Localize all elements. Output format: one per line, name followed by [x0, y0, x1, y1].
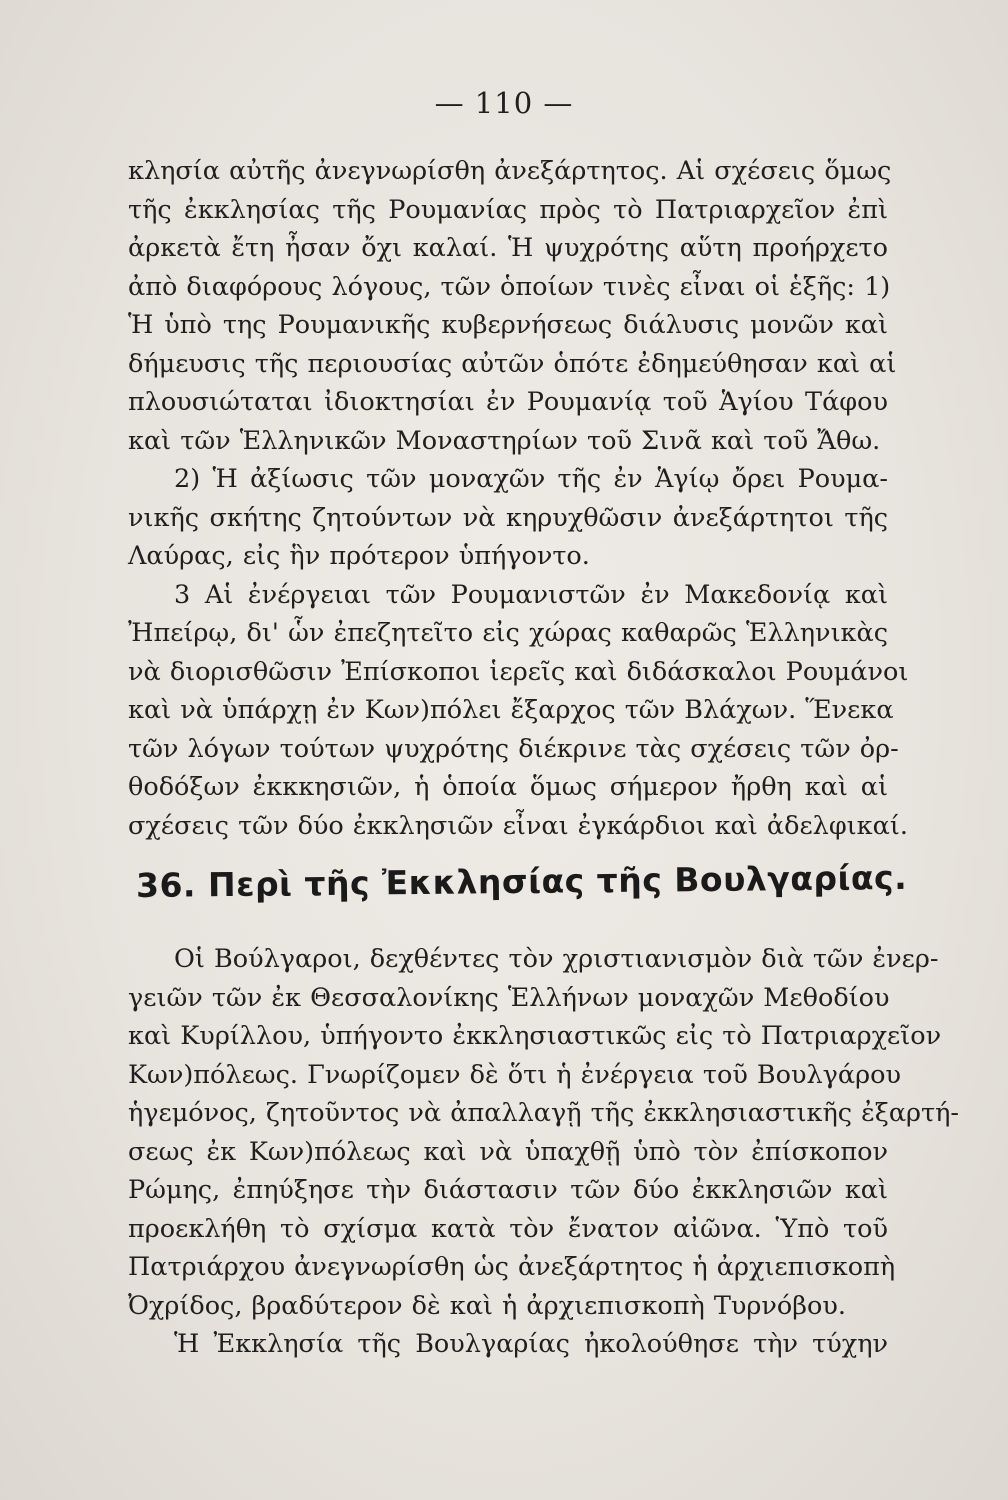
- text-line: Ἡ ὑπὸ της Ρουμανικῆς κυβερνήσεως διάλυσις μονῶν καὶ: [128, 310, 888, 340]
- text-line: θοδόξων ἐκκκησιῶν, ἡ ὁποία ὅμως σήμερον ἤρθη καὶ αἱ: [128, 772, 888, 802]
- text-line: ἀρκετὰ ἔτη ἦσαν ὄχι καλαί. Ἡ ψυχρότης αὕτη προήρχετο: [128, 233, 888, 263]
- text-line: Ὀχρίδος, βραδύτερον δὲ καὶ ἡ ἀρχιεπισκοπὴ Τυρνόβου.: [128, 1290, 846, 1321]
- text-line: γειῶν τῶν ἐκ Θεσσαλονίκης Ἑλλήνων μοναχῶν Μεθοδίου: [128, 982, 890, 1013]
- text-line: Οἱ Βούλγαροι, δεχθέντες τὸν χριστιανισμὸν διὰ τῶν ἐνερ-: [174, 944, 939, 974]
- text-line: Λαύρας, εἰς ἣν πρότερον ὑπήγοντο.: [128, 541, 590, 571]
- text-line: πλουσιώταται ἰδιοκτησίαι ἐν Ρουμανίᾳ τοῦ Ἁγίου Τάφου: [128, 387, 888, 417]
- text-line: νὰ διορισθῶσιν Ἐπίσκοποι ἱερεῖς καὶ διδάσκαλοι Ρουμάνοι: [128, 656, 909, 687]
- text-line: τῆς ἐκκλησίας τῆς Ρουμανίας πρὸς τὸ Πατριαρχεῖον ἐπὶ: [128, 194, 888, 225]
- text-line: σεως ἐκ Κων)πόλεως καὶ νὰ ὑπαχθῇ ὑπὸ τὸν ἐπίσκοπον: [128, 1136, 888, 1167]
- page-number: — 110 —: [434, 86, 574, 120]
- text-line: προεκλήθη τὸ σχίσμα κατὰ τὸν ἔνατον αἰῶνα. Ὑπὸ τοῦ: [128, 1213, 888, 1244]
- text-line: Κων)πόλεως. Γνωρίζομεν δὲ ὅτι ἡ ἐνέργεια τοῦ Βουλγάρου: [128, 1059, 901, 1090]
- text-line: δήμευσις τῆς περιουσίας αὐτῶν ὁπότε ἐδημεύθησαν καὶ αἱ: [128, 348, 897, 379]
- text-line: ἀπὸ διαφόρους λόγους, τῶν ὁποίων τινὲς εἶναι οἱ ἑξῆς: 1): [128, 271, 891, 302]
- text-line: καὶ νὰ ὑπάρχῃ ἐν Κων)πόλει ἔξαρχος τῶν Βλάχων. Ἕνεκα: [128, 695, 894, 725]
- text-line: Ρώμης, ἐπηύξησε τὴν διάστασιν τῶν δύο ἐκκλησιῶν καὶ: [128, 1175, 888, 1205]
- section-heading: 36. Περὶ τῆς Ἐκκλησίας τῆς Βουλγαρίας.: [135, 857, 908, 905]
- text-line: ἡγεμόνος, ζητοῦντος νὰ ἀπαλλαγῇ τῆς ἐκκλησιαστικῆς ἐξαρτή-: [128, 1098, 960, 1128]
- text-line: καὶ Κυρίλλου, ὑπήγοντο ἐκκλησιαστικῶς εἰς τὸ Πατριαρχεῖον: [128, 1021, 942, 1051]
- text-line: 2) Ἡ ἀξίωσις τῶν μοναχῶν τῆς ἐν Ἁγίῳ ὄρει Ρουμα-: [174, 464, 888, 494]
- text-line: 3 Αἱ ἐνέργειαι τῶν Ρουμανιστῶν ἐν Μακεδονίᾳ καὶ: [174, 579, 888, 610]
- body-text-bottom: [128, 940, 960, 1364]
- body-text-top: [128, 152, 909, 845]
- text-line: καὶ τῶν Ἑλληνικῶν Μοναστηρίων τοῦ Σινᾶ καὶ τοῦ Ἄθω.: [128, 425, 881, 456]
- text-line: τῶν λόγων τούτων ψυχρότης διέκρινε τὰς σχέσεις τῶν ὀρ-: [128, 733, 899, 764]
- text-line: Πατριάρχου ἀνεγνωρίσθη ὡς ἀνεξάρτητος ἡ ἀρχιεπισκοπὴ: [128, 1252, 896, 1282]
- text-line: νικῆς σκήτης ζητούντων νὰ κηρυχθῶσιν ἀνεξάρτητοι τῆς: [128, 502, 888, 533]
- text-line: Ἠπείρῳ, δι' ὧν ἐπεζητεῖτο εἰς χώρας καθαρῶς Ἑλληνικὰς: [128, 618, 888, 648]
- text-line: σχέσεις τῶν δύο ἐκκλησιῶν εἶναι ἐγκάρδιοι καὶ ἀδελφικαί.: [128, 810, 908, 841]
- text-line: κλησία αὐτῆς ἀνεγνωρίσθη ἀνεξάρτητος. Αἱ σχέσεις ὅμως: [128, 156, 892, 186]
- text-line: Ἡ Ἐκκλησία τῆς Βουλγαρίας ἠκολούθησε τὴν τύχην: [174, 1329, 888, 1359]
